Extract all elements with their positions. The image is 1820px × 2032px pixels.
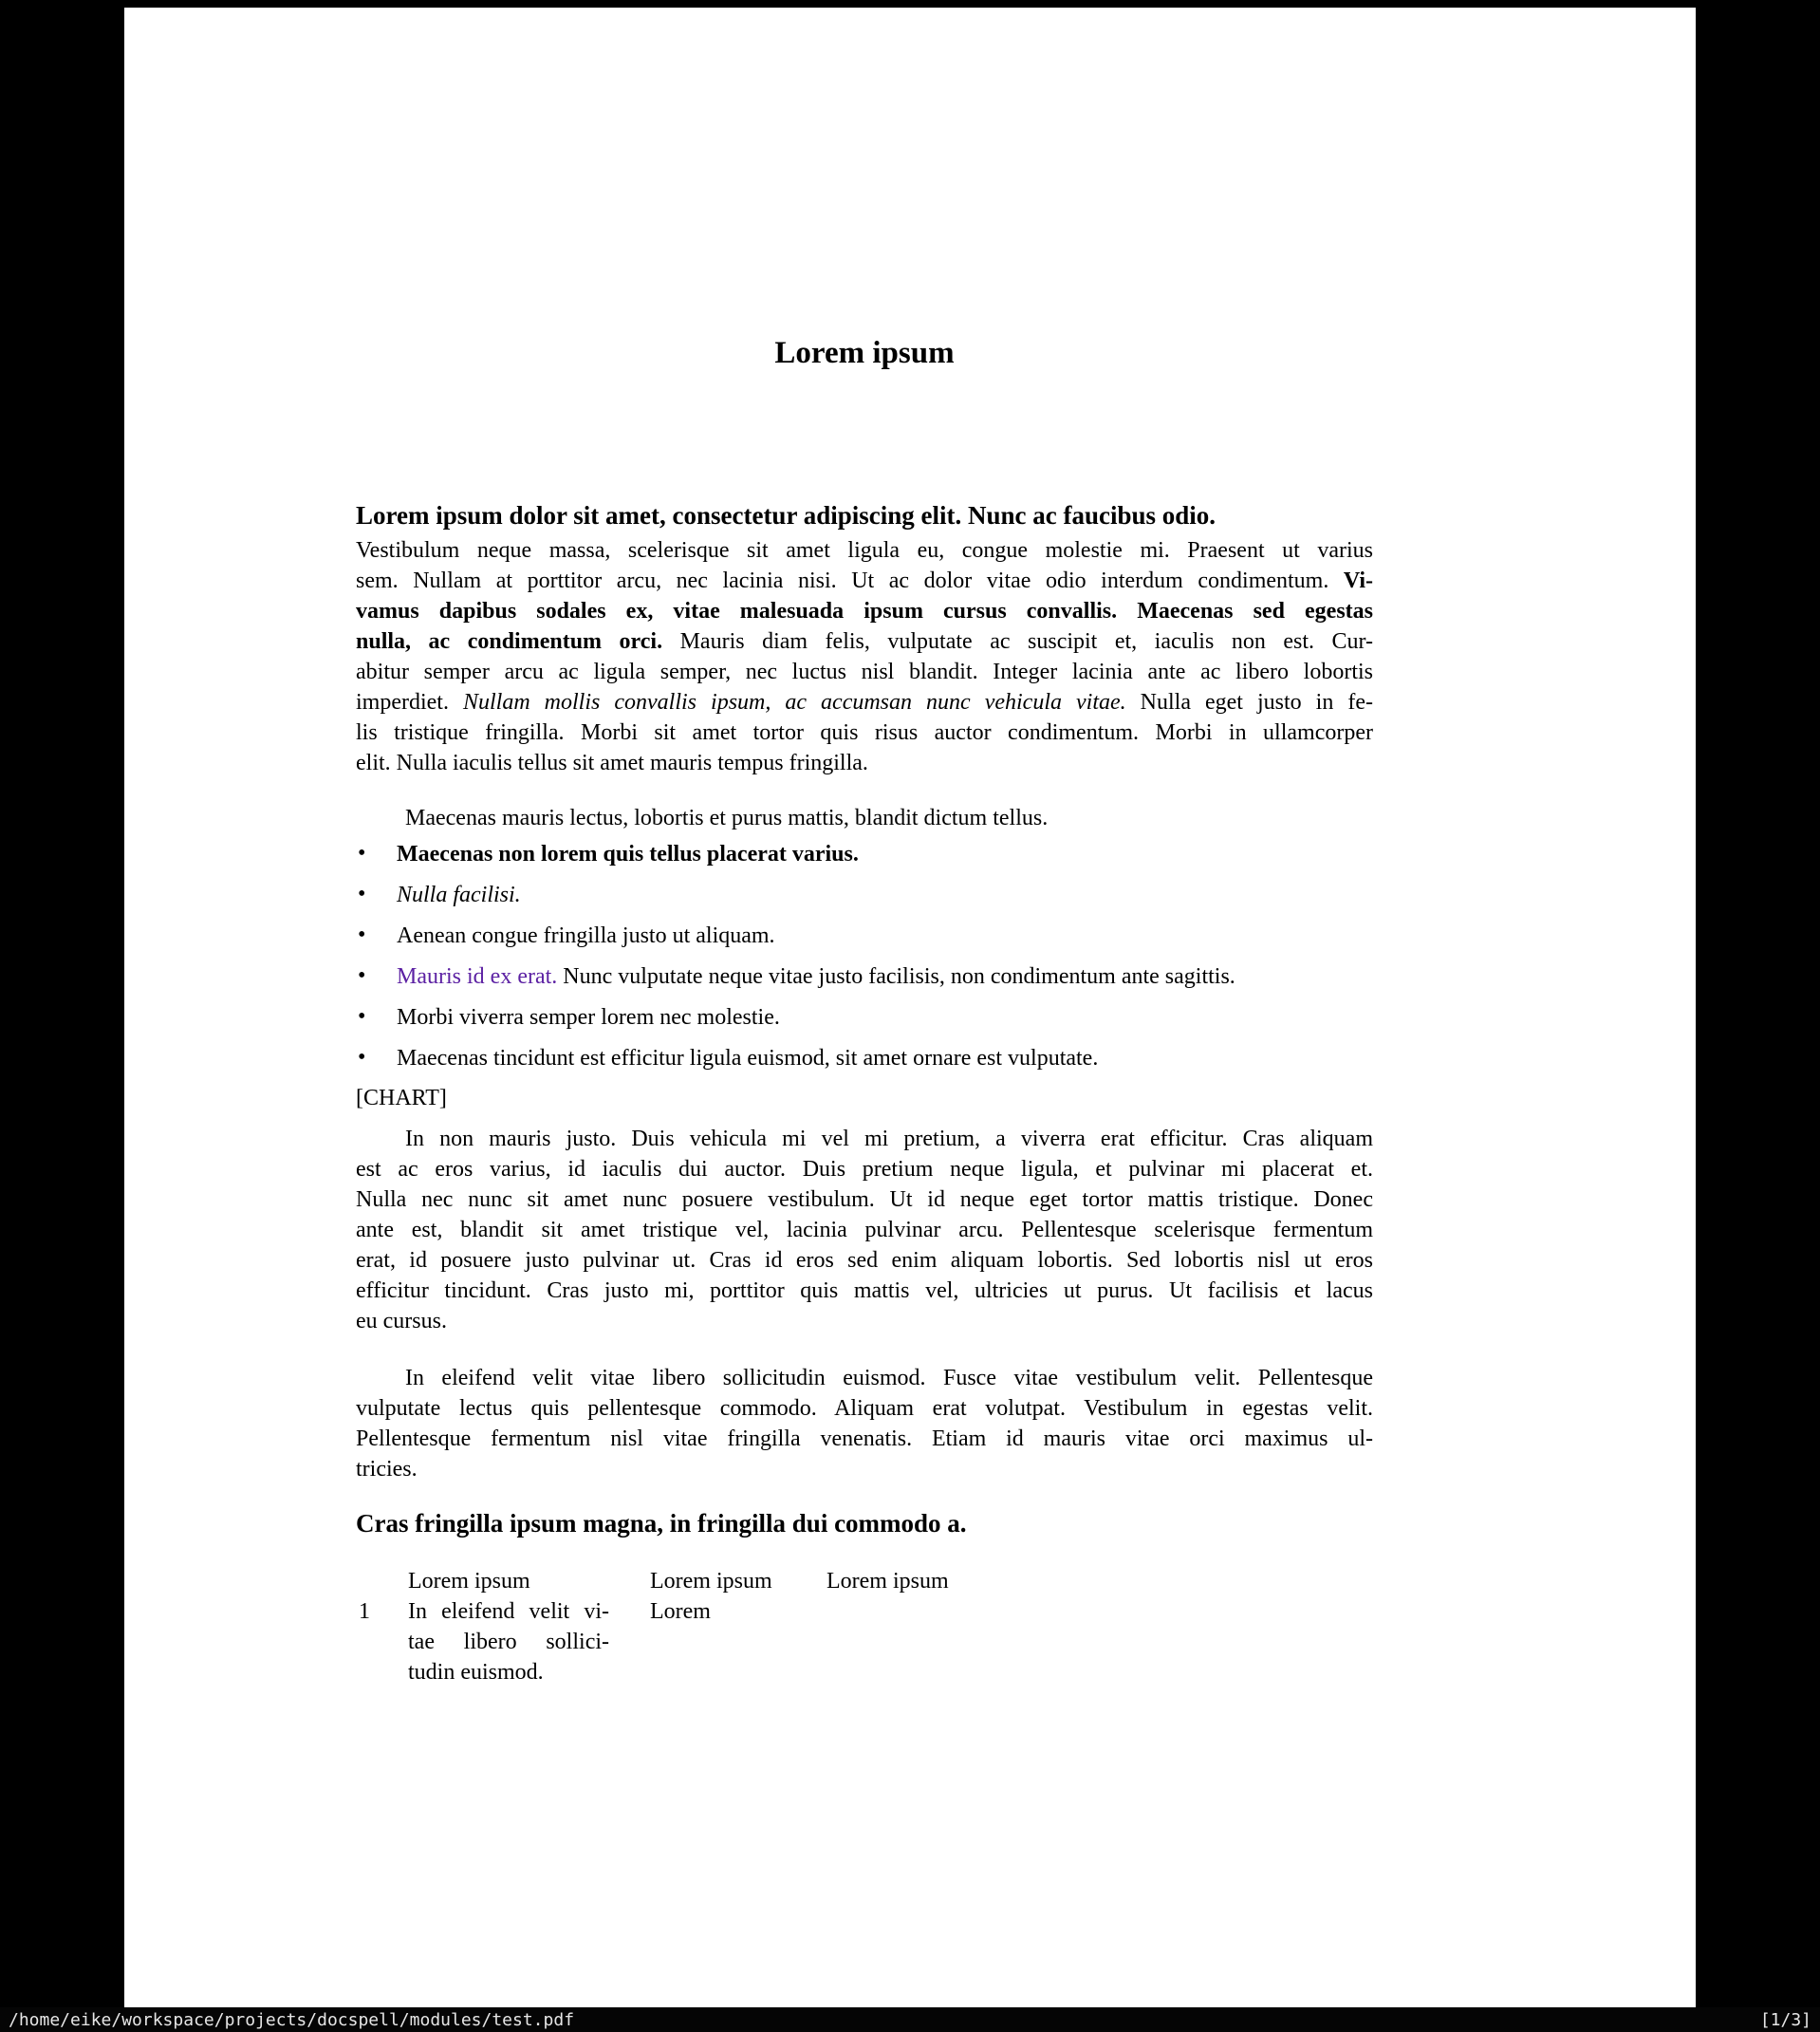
text-line	[356, 1424, 1373, 1454]
page-indicator: [1/3]	[1759, 2009, 1811, 2030]
bullet-list	[356, 839, 1373, 1084]
text-line	[356, 1306, 1373, 1336]
text-run: elit. Nulla iaculis tellus sit amet mauris tempus fringilla.	[356, 751, 868, 775]
text-run: ante est, blandit sit amet tristique vel, lacinia pulvinar arcu. Pellentesque scelerisque fermentum	[356, 1218, 1373, 1242]
text-run: Mauris diam felis, vulputate ac suscipit et, iaculis non est. Cur-	[679, 629, 1374, 654]
text-run: In eleifend velit vi-	[408, 1599, 609, 1624]
text-line	[408, 1596, 609, 1627]
paragraph-2	[356, 1124, 1373, 1336]
bullet-icon: •	[358, 882, 366, 906]
table-cell	[408, 1596, 609, 1687]
text-line	[356, 803, 1373, 833]
text-run: nulla, ac condimentum orci.	[356, 629, 680, 654]
text-line	[356, 1124, 1373, 1154]
text-run: erat, id posuere justo pulvinar ut. Cras id eros sed enim aliquam lobortis. Sed lobortis nisl ut eros	[356, 1248, 1373, 1273]
text-run: In non mauris justo. Duis vehicula mi vel mi pretium, a viverra erat efficitur. Cras aliquam	[405, 1127, 1373, 1151]
text-run: Nunc vulputate neque vitae justo facilisis, non condimentum ante sagittis.	[557, 964, 1235, 989]
section-heading-2: Cras fringilla ipsum magna, in fringilla dui commodo a.	[356, 1509, 967, 1538]
text-run: Vestibulum neque massa, scelerisque sit amet ligula eu, congue molestie mi. Praesent ut varius	[356, 538, 1373, 563]
text-run: lis tristique fringilla. Morbi sit amet tortor quis risus auctor condimentum. Morbi in ullamcorper	[356, 720, 1373, 745]
text-line	[356, 1215, 1373, 1245]
text-run: imperdiet.	[356, 690, 463, 715]
text-line	[356, 657, 1373, 687]
table-header-cell: Lorem ipsum	[650, 1569, 772, 1594]
text-line	[356, 687, 1373, 718]
text-run: Maecenas tincidunt est efficitur ligula euismod, sit amet ornare est vulputate.	[397, 1046, 1099, 1071]
text-line	[356, 1393, 1373, 1424]
text-line	[356, 1154, 1373, 1184]
text-run: Maecenas mauris lectus, lobortis et purus mattis, blandit dictum tellus.	[405, 806, 1049, 830]
list-item	[356, 839, 1373, 869]
text-run: abitur semper arcu ac ligula semper, nec luctus nisl blandit. Integer lacinia ante ac libero lobortis	[356, 660, 1373, 684]
status-bar	[0, 2007, 1820, 2032]
text-run: Aenean congue fringilla justo ut aliquam.	[397, 923, 775, 948]
section-heading-1: Lorem ipsum dolor sit amet, consectetur adipiscing elit. Nunc ac faucibus odio.	[356, 501, 1216, 530]
table-header-cell: Lorem ipsum	[408, 1569, 530, 1594]
text-run: Vi-	[1343, 569, 1373, 593]
text-line	[356, 748, 1373, 778]
text-line	[408, 1627, 609, 1657]
document-title: Lorem ipsum	[774, 336, 955, 370]
file-path: /home/eike/workspace/projects/docspell/modules/test.pdf	[9, 2009, 575, 2030]
link-text[interactable]: Mauris id ex erat.	[397, 964, 558, 989]
bullet-icon: •	[358, 963, 366, 988]
bullet-icon: •	[358, 1004, 366, 1029]
paragraph-1	[356, 535, 1373, 778]
bullet-icon: •	[358, 1045, 366, 1070]
text-run: Nulla facilisi.	[397, 883, 521, 907]
text-run: Nulla eget justo in fe-	[1125, 690, 1373, 715]
text-line	[356, 1184, 1373, 1215]
text-run: Morbi viverra semper lorem nec molestie.	[397, 1005, 780, 1030]
text-line	[356, 1245, 1373, 1276]
text-run: eu cursus.	[356, 1309, 447, 1333]
text-line	[356, 566, 1373, 596]
text-line	[356, 718, 1373, 748]
paragraph-indented	[356, 803, 1373, 833]
text-run: vulputate lectus quis pellentesque commodo. Aliquam erat volutpat. Vestibulum in egestas velit.	[356, 1396, 1373, 1421]
text-line	[356, 596, 1373, 626]
table-cell-rownum: 1	[359, 1599, 370, 1624]
document-page[interactable]	[124, 8, 1696, 2007]
text-line	[356, 1363, 1373, 1393]
text-run: sem. Nullam at porttitor arcu, nec lacinia nisi. Ut ac dolor vitae odio interdum condimentum.	[356, 569, 1344, 593]
text-run: tae libero sollici-	[408, 1630, 609, 1654]
paragraph-3	[356, 1363, 1373, 1484]
text-run: vamus dapibus sodales ex, vitae malesuada ipsum cursus convallis. Maecenas sed egestas	[356, 599, 1373, 624]
text-line	[356, 1454, 1373, 1484]
table-cell: Lorem	[650, 1599, 711, 1624]
text-run: Maecenas non lorem quis tellus placerat varius.	[397, 842, 859, 867]
text-run: tudin euismod.	[408, 1660, 544, 1685]
text-run: Nulla nec nunc sit amet nunc posuere vestibulum. Ut id neque eget tortor mattis tristique. Donec	[356, 1187, 1373, 1212]
text-line	[356, 535, 1373, 566]
text-line	[356, 626, 1373, 657]
bullet-icon: •	[358, 923, 366, 947]
chart-placeholder: [CHART]	[356, 1086, 447, 1110]
list-item	[356, 1043, 1373, 1073]
text-run: est ac eros varius, id iaculis dui auctor. Duis pretium neque ligula, et pulvinar mi placerat et.	[356, 1157, 1373, 1182]
data-table	[356, 1566, 1373, 1695]
text-run: Nullam mollis convallis ipsum, ac accumsan nunc vehicula vitae.	[462, 690, 1126, 715]
table-header-cell: Lorem ipsum	[826, 1569, 949, 1594]
bullet-icon: •	[358, 841, 366, 866]
list-item	[356, 921, 1373, 951]
text-run: tricies.	[356, 1457, 418, 1482]
text-line	[408, 1657, 609, 1687]
list-item	[356, 880, 1373, 910]
text-run: In eleifend velit vitae libero sollicitudin euismod. Fusce vitae vestibulum velit. Pellentesque	[405, 1366, 1373, 1390]
text-line	[356, 1276, 1373, 1306]
text-run: efficitur tincidunt. Cras justo mi, porttitor quis mattis vel, ultricies ut purus. Ut facilisis et lacus	[356, 1278, 1373, 1303]
list-item	[356, 1002, 1373, 1033]
list-item	[356, 961, 1373, 992]
text-run: Pellentesque fermentum nisl vitae fringilla venenatis. Etiam id mauris vitae orci maximus ul-	[356, 1426, 1373, 1451]
